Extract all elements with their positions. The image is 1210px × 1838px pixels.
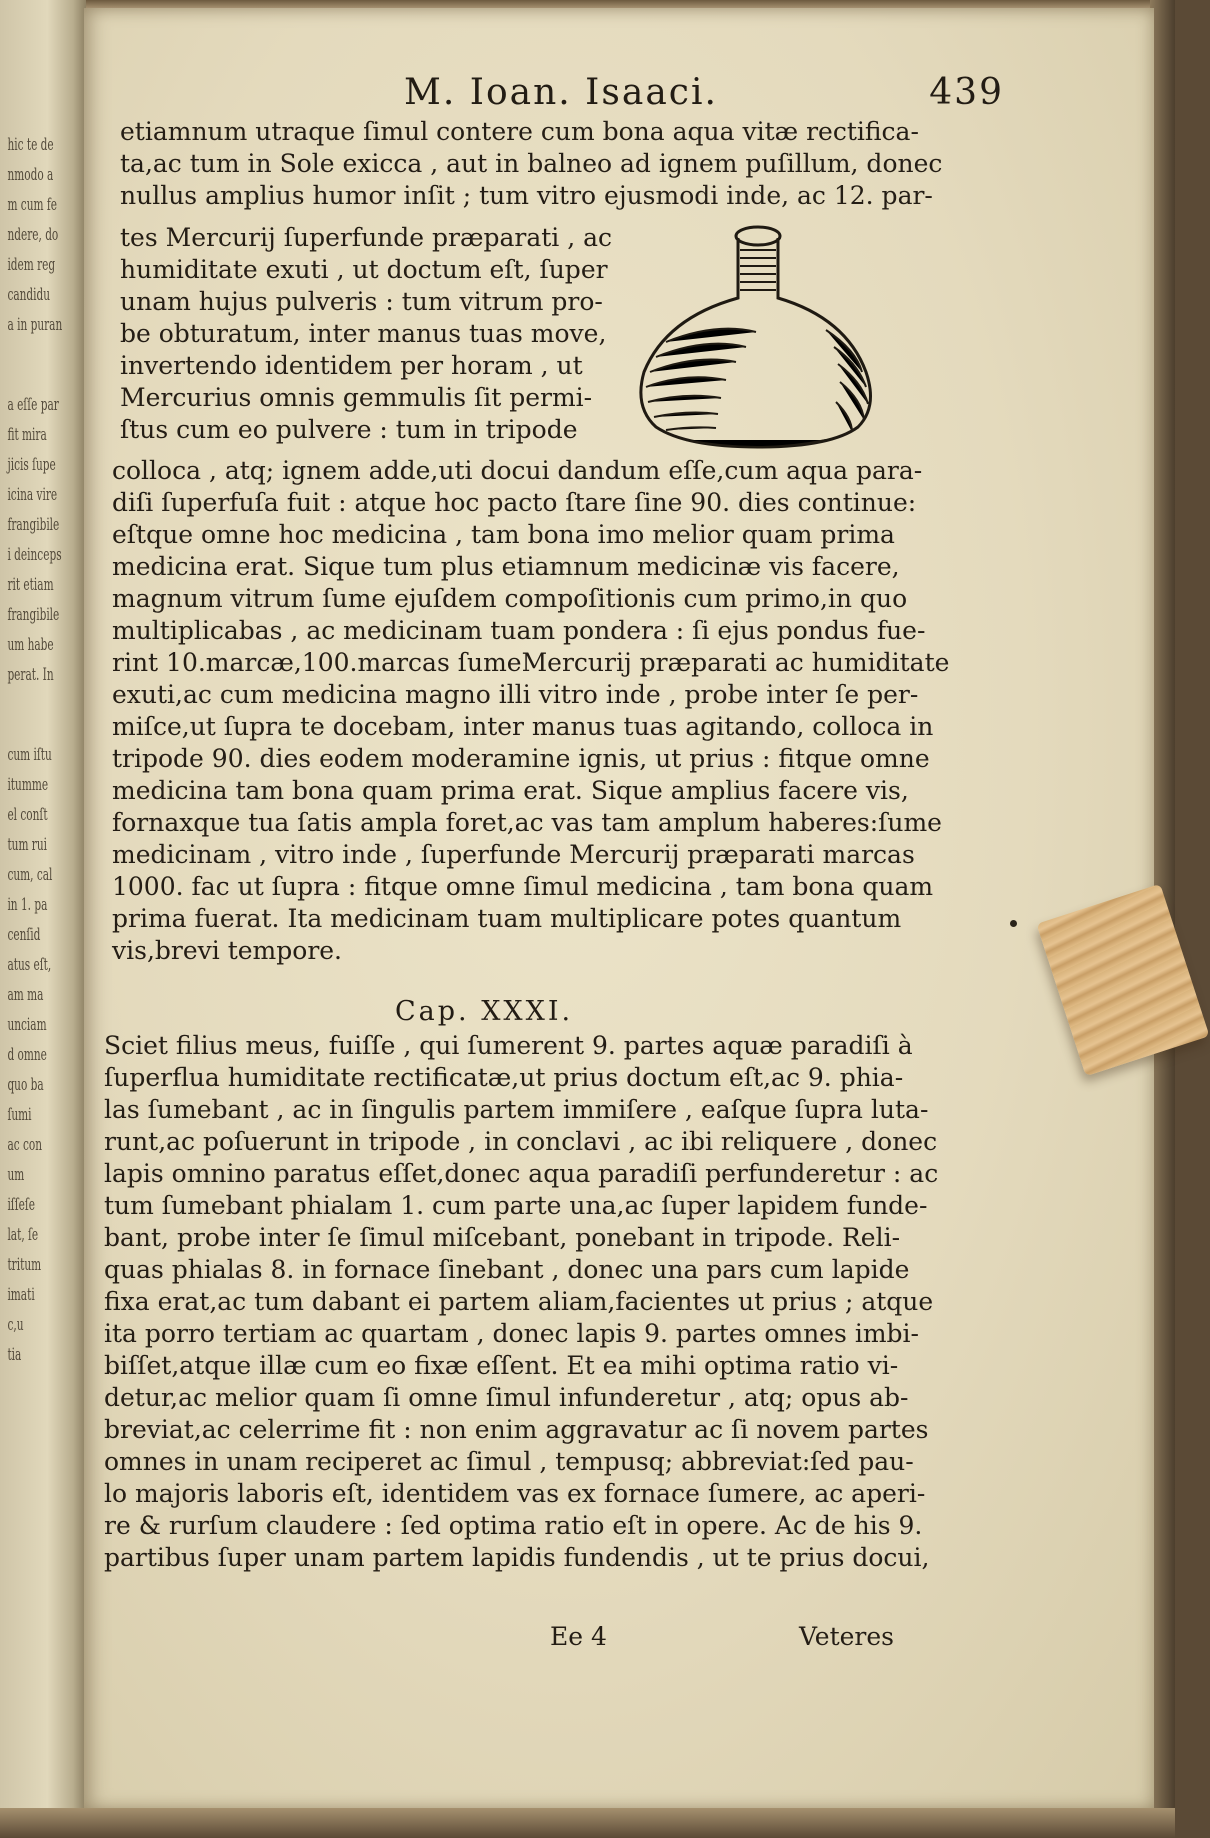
text-line: miſce,ut ſupra te docebam, inter manus tuas agitando, colloca in <box>112 712 934 741</box>
text-line: invertendo identidem per horam , ut <box>120 351 583 380</box>
left-page-fragment: m cum fe <box>7 195 57 215</box>
left-page-fragment: c,u <box>7 1315 24 1335</box>
text-line: eſtque omne hoc medicina , tam bona imo melior quam prima <box>112 520 895 549</box>
text-line: Sciet filius meus, fuiſſe , qui ſumerent 9. partes aquæ paradiſi à <box>104 1031 913 1060</box>
left-page-fragment: cum iſtu <box>7 745 52 765</box>
text-line: omnes in unam reciperet ac ſimul , tempusq; abbreviat:ſed pau- <box>104 1447 914 1476</box>
book-bottom-edge <box>0 1808 1175 1838</box>
text-line: runt,ac poſuerunt in tripode , in conclavi , ac ibi reliquere , donec <box>104 1127 938 1156</box>
text-line: quas phialas 8. in fornace ſinebant , donec una pars cum lapide <box>104 1255 910 1284</box>
left-page-fragment: ndere, do <box>7 225 59 245</box>
text-line: unam hujus pulveris : tum vitrum pro- <box>120 287 603 316</box>
text-line: multiplicabas , ac medicinam tuam pondera : ſi ejus pondus fue- <box>112 616 926 645</box>
left-page-fragment: tritum <box>7 1255 42 1275</box>
text-line: biſſet,atque illæ cum eo fixæ eſſent. Et ea mihi optima ratio vi- <box>104 1351 899 1380</box>
left-page-fragment: um <box>7 1165 25 1185</box>
chapter-heading: Cap. XXXI. <box>395 996 574 1027</box>
text-line: ta,ac tum in Sole exicca , aut in balneo ad ignem puſillum, donec <box>120 149 943 178</box>
paragraph-1-remaining-lines <box>112 455 950 967</box>
left-page-fragment: fit mira <box>7 425 47 445</box>
text-line: re & rurſum claudere : ſed optima ratio eſt in opere. Ac de his 9. <box>104 1511 923 1540</box>
left-page-fragment: i deinceps <box>7 545 62 565</box>
signature-mark: Ee 4 <box>550 1622 607 1651</box>
text-line: lapis omnino paratus eſſet,donec aqua paradiſi perfunderetur : ac <box>104 1159 939 1188</box>
text-line: 1000. fac ut ſupra : fitque omne ſimul medicina , tam bona quam <box>112 872 934 901</box>
left-page-fragment: ſumi <box>7 1105 32 1125</box>
left-page-fragment: cenſid <box>7 925 41 945</box>
paragraph-1-figure-wrap-lines <box>120 222 630 446</box>
left-page-fragment <box>0 340 53 390</box>
left-page-fragment: candidu <box>7 285 51 305</box>
left-page-fragment: jicis ſupe <box>7 455 56 475</box>
text-line: rint 10.marcæ,100.marcas ſumeMercurij præparati ac humiditate <box>112 648 950 677</box>
left-page-fragment: a in puran <box>7 315 63 335</box>
text-line: tum ſumebant phialam 1. cum parte una,ac ſuper lapidem funde- <box>104 1191 928 1220</box>
text-line: prima fuerat. Ita medicinam tuam multiplicare potes quantum <box>112 904 902 933</box>
text-line: ſuperflua humiditate rectificatæ,ut prius doctum eſt,ac 9. phia- <box>104 1063 904 1092</box>
left-page-fragment: idem reg <box>7 255 56 275</box>
left-page-fragment: perat. In <box>7 665 54 685</box>
text-line: bant, probe inter ſe ſimul miſcebant, ponebant in tripode. Reli- <box>104 1223 901 1252</box>
left-page-fragment <box>0 690 53 740</box>
left-page-fragment: frangibile <box>7 515 60 535</box>
left-page-fragment: nmodo a <box>7 165 54 185</box>
left-page-fragment: um habe <box>7 635 54 655</box>
text-line: las ſumebant , ac in ſingulis partem immiſere , eaſque ſupra luta- <box>104 1095 929 1124</box>
text-line: medicina tam bona quam prima erat. Sique amplius facere vis, <box>112 776 909 805</box>
left-page-text-fragments <box>0 130 63 1690</box>
text-line: detur,ac melior quam ſi omne ſimul infunderetur , atq; opus ab- <box>104 1383 909 1412</box>
left-page-fragment: tum rui <box>7 835 48 855</box>
text-line: nullus amplius humor inſit ; tum vitro ejusmodi inde, ac 12. par- <box>120 181 933 210</box>
left-page-fragment: am ma <box>7 985 44 1005</box>
left-page-fragment: itumme <box>7 775 49 795</box>
left-page-fragment: iſſeſe <box>7 1195 35 1215</box>
text-line: etiamnum utraque ſimul contere cum bona aqua vitæ rectifica- <box>120 117 919 146</box>
text-line: fixa erat,ac tum dabant ei partem aliam,facientes ut prius ; atque <box>104 1287 934 1316</box>
text-line: exuti,ac cum medicina magno illi vitro inde , probe inter ſe per- <box>112 680 919 709</box>
left-page-fragment: cum, cal <box>7 865 53 885</box>
text-line: colloca , atq; ignem adde,uti docui dandum eſſe,cum aqua para- <box>112 456 923 485</box>
text-line: medicinam , vitro inde , ſuperfunde Mercurij præparati marcas <box>112 840 915 869</box>
left-page-fragment: hic te de <box>7 135 54 155</box>
left-page-gutter <box>0 0 86 1838</box>
text-line: partibus ſuper unam partem lapidis fundendis , ut te prius docui, <box>104 1543 930 1572</box>
text-line: lo majoris laboris eſt, identidem vas ex fornace ſumere, ac aperi- <box>104 1479 926 1508</box>
left-page-fragment: tia <box>7 1345 22 1365</box>
catchword: Veteres <box>799 1622 894 1651</box>
text-line: tes Mercurij ſuperfunde præparati , ac <box>120 223 613 252</box>
left-page-fragment: a eſſe par <box>7 395 59 415</box>
text-line: breviat,ac celerrime fit : non enim aggravatur ac ſi novem partes <box>104 1415 929 1444</box>
left-page-fragment: lat, ſe <box>7 1225 39 1245</box>
page-header <box>334 72 1004 118</box>
left-page-fragment: quo ba <box>7 1075 44 1095</box>
left-page-fragment: atus eſt, <box>7 955 52 975</box>
text-line: ita porro tertiam ac quartam , donec lapis 9. partes omnes imbi- <box>104 1319 919 1348</box>
ink-speck <box>1010 920 1017 927</box>
text-line: diſi ſuperfuſa fuit : atque hoc pacto ſtare ſine 90. dies continue: <box>112 488 917 517</box>
text-line: vis,brevi tempore. <box>112 936 343 965</box>
left-page-fragment: frangibile <box>7 605 60 625</box>
text-line: fornaxque tua ſatis ampla foret,ac vas tam amplum haberes:ſume <box>112 808 942 837</box>
left-page-fragment: imati <box>7 1285 35 1305</box>
left-page-fragment: in 1. pa <box>7 895 48 915</box>
page-footer <box>500 1622 900 1656</box>
text-line: magnum vitrum ſume ejuſdem compoſitionis cum primo,in quo <box>112 584 908 613</box>
left-page-fragment: icina vire <box>7 485 58 505</box>
text-line: be obturatum, inter manus tuas move, <box>120 319 607 348</box>
text-line: humiditate exuti , ut doctum eſt, ſuper <box>120 255 608 284</box>
text-line: ſtus cum eo pulvere : tum in tripode <box>120 415 578 444</box>
left-page-fragment: unciam <box>7 1015 47 1035</box>
text-line: Mercurius omnis gemmulis ſit permi- <box>120 383 593 412</box>
left-page-fragment: rit etiam <box>7 575 54 595</box>
left-page-fragment: ac con <box>7 1135 43 1155</box>
text-line: tripode 90. dies eodem moderamine ignis, ut prius : fitque omne <box>112 744 930 773</box>
paragraph-2 <box>104 1030 939 1574</box>
flask-illustration <box>626 222 884 454</box>
page-number: 439 <box>929 72 1004 113</box>
left-page-fragment: d omne <box>7 1045 47 1065</box>
running-head: M. Ioan. Isaaci. <box>404 72 718 113</box>
left-page-fragment: el conſt <box>7 805 48 825</box>
paragraph-1-top-lines <box>120 116 943 212</box>
text-line: medicina erat. Sique tum plus etiamnum medicinæ vis facere, <box>112 552 900 581</box>
